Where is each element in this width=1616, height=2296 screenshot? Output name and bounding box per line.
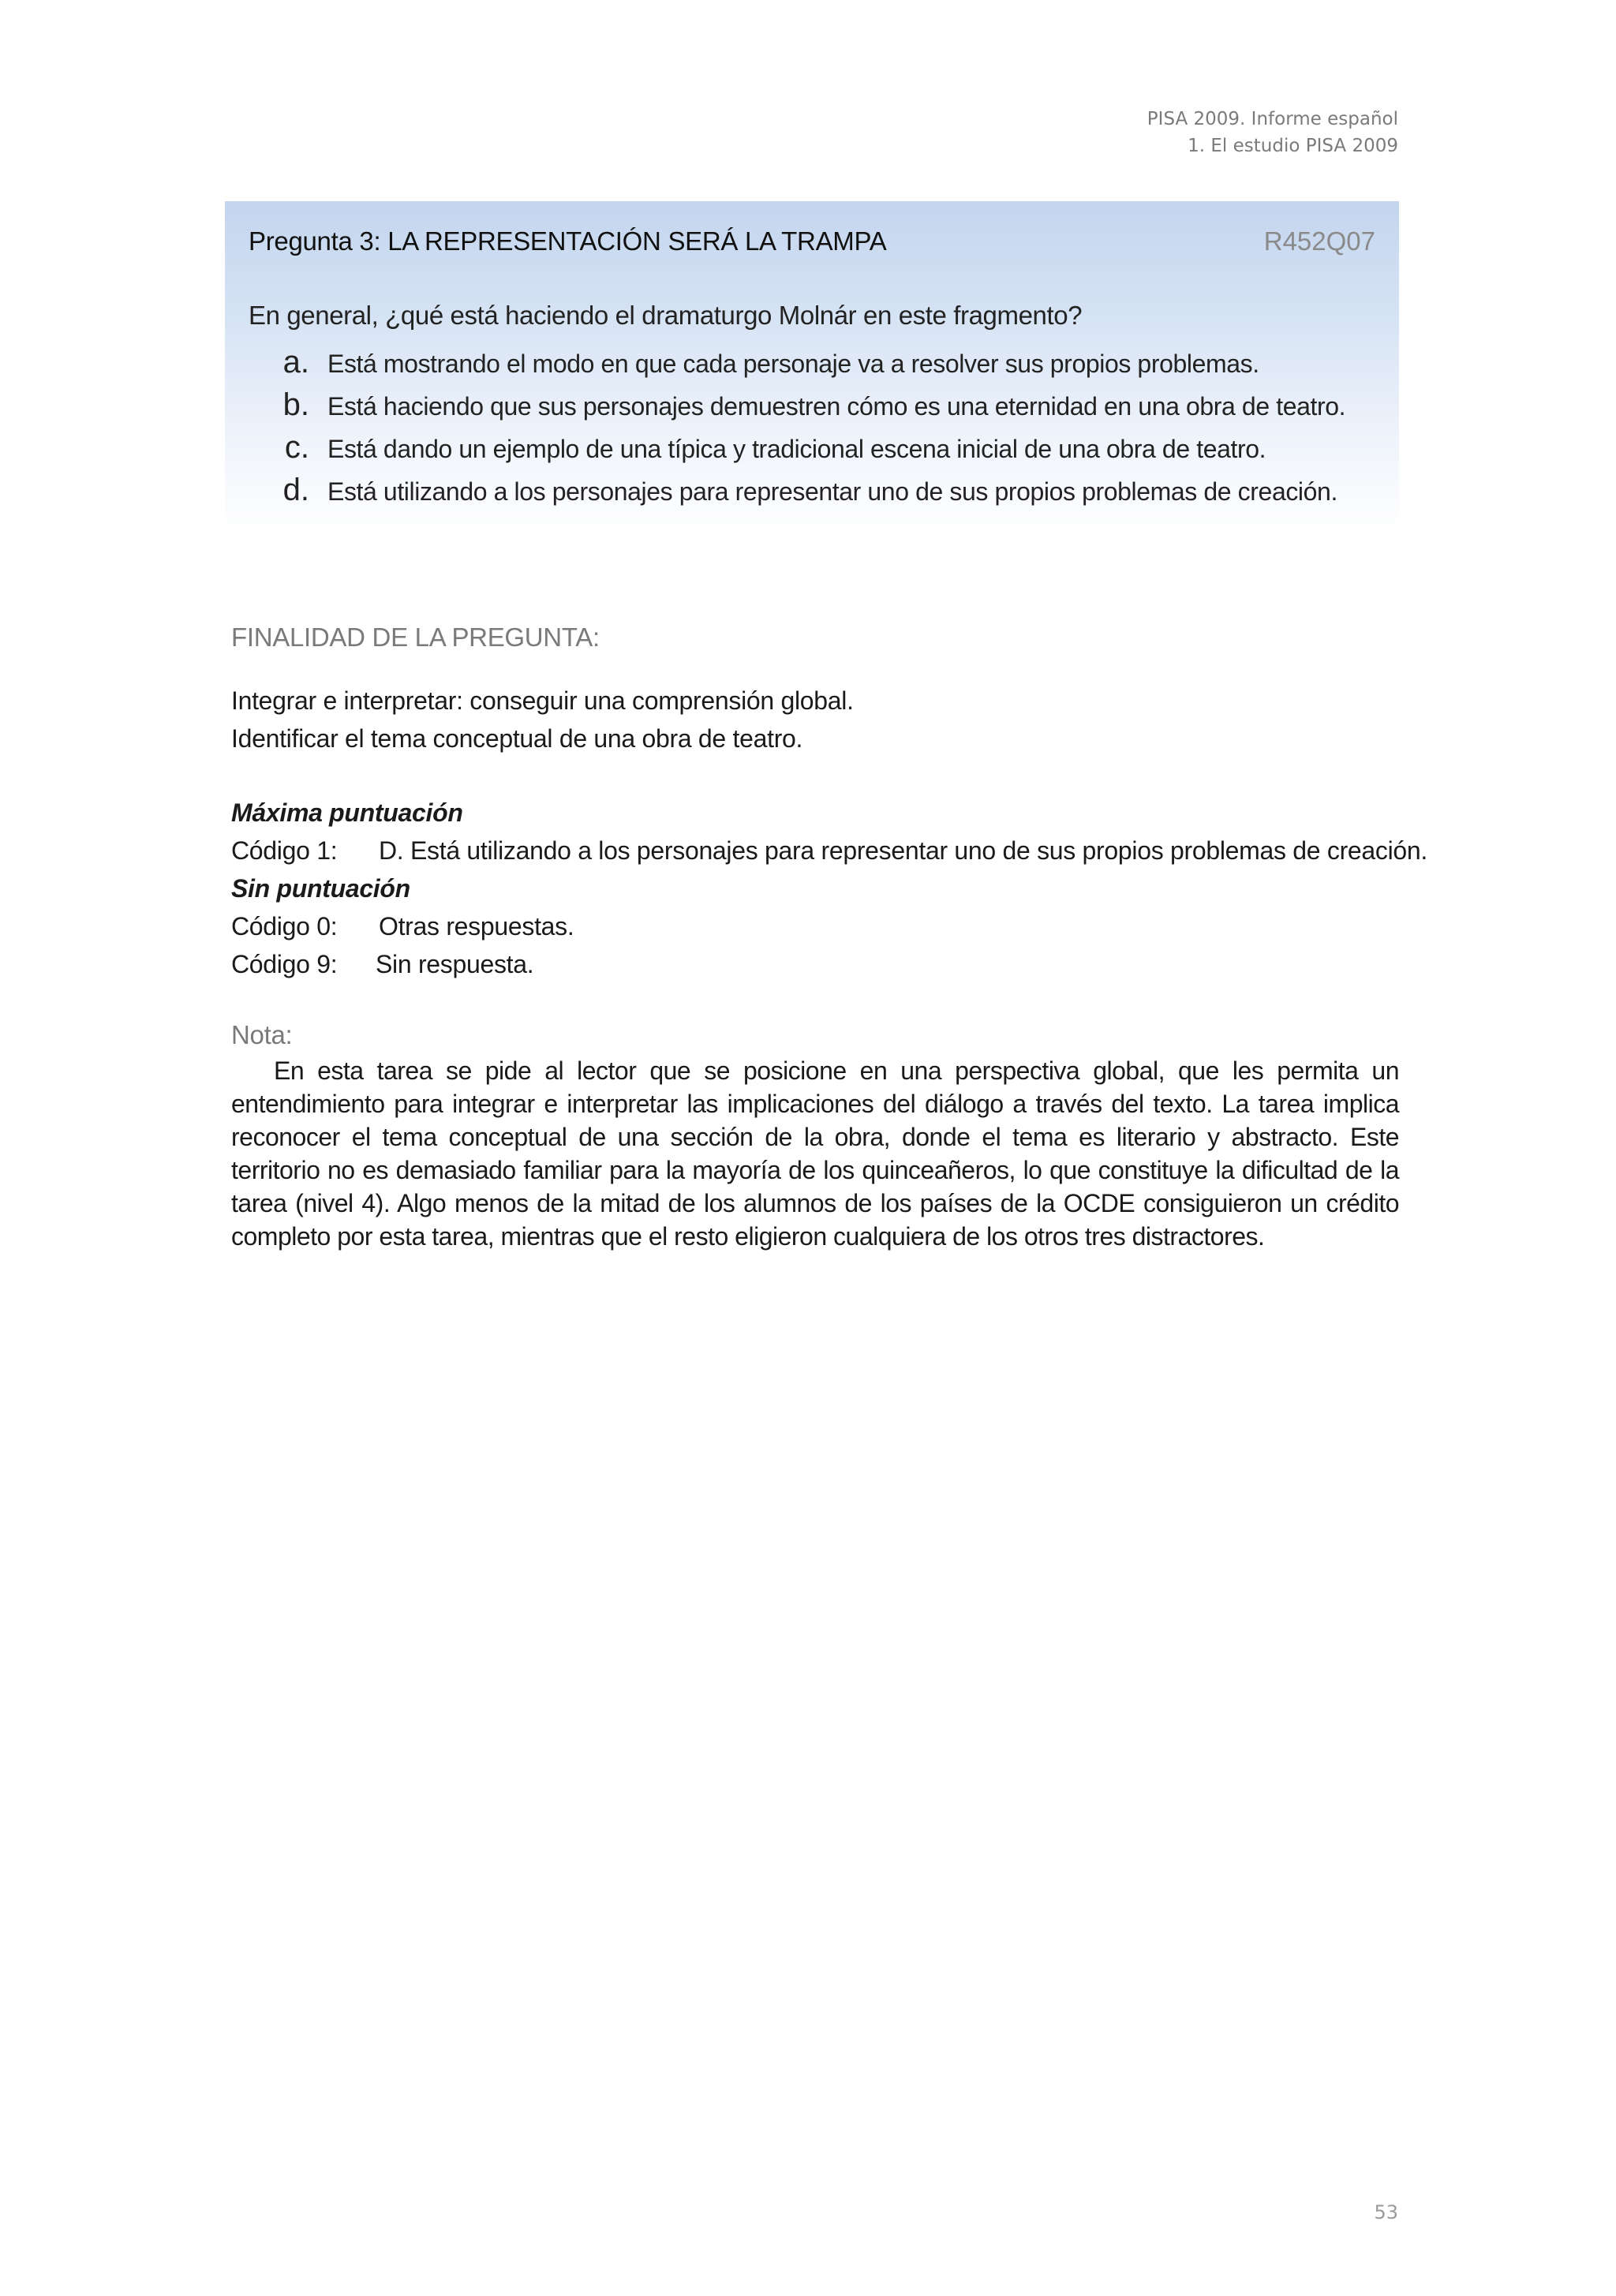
option-text: Está dando un ejemplo de una típica y tradicional escena inicial de una obra de teatro. — [327, 435, 1266, 463]
header-report-title: PISA 2009. Informe español — [1147, 109, 1398, 129]
option-b — [249, 387, 1377, 430]
option-c — [249, 430, 1377, 473]
question-code: R452Q07 — [1263, 226, 1375, 256]
purpose-line: Integrar e interpretar: conseguir una comprensión global. — [231, 686, 854, 715]
question-text: En general, ¿qué está haciendo el dramaturgo Molnár en este fragmento? — [249, 301, 1083, 330]
option-letter: b. — [282, 387, 309, 422]
purpose-label: FINALIDAD DE LA PREGUNTA: — [231, 623, 600, 652]
code-label: Código 1: — [231, 836, 338, 865]
no-credit-heading: Sin puntuación — [231, 874, 410, 903]
question-box — [225, 201, 1399, 533]
option-letter: d. — [282, 473, 309, 507]
full-credit-heading: Máxima puntuación — [231, 798, 463, 827]
code-text: Otras respuestas. — [379, 912, 574, 940]
option-letter: a. — [282, 345, 309, 380]
answer-options — [249, 345, 1377, 515]
code-1-row — [231, 832, 1428, 869]
question-title: Pregunta 3: LA REPRESENTACIÓN SERÁ LA TRAMPA — [249, 226, 887, 256]
option-text: Está haciendo que sus personajes demuestren cómo es una eternidad en una obra de teatro. — [327, 392, 1346, 421]
note-paragraph: En esta tarea se pide al lector que se posicione en una perspectiva global, que les permita un entendimiento para integrar e interpretar las implicaciones del diálogo a través del texto. La tarea implica reconocer el tema conceptual de una sección de la obra, donde el tema es literario y abstracto. Este territorio no es demasiado familiar para la mayoría de los quinceañeros, lo que constituye la dificultad de la tarea (nivel 4). Algo menos de la mitad de los alumnos de los países de la OCDE consiguieron un crédito completo por esta tarea, mientras que el resto eligieron cualquiera de los otros tres distractores. — [231, 1056, 1399, 1251]
header-chapter-title: 1. El estudio PISA 2009 — [1188, 136, 1398, 156]
note-label: Nota: — [231, 1020, 293, 1049]
code-text: D. Está utilizando a los personajes para representar uno de sus propios problemas de creación. — [379, 836, 1428, 865]
main-content — [231, 619, 1428, 1253]
page-header — [1147, 106, 1398, 159]
option-text: Está utilizando a los personajes para representar uno de sus propios problemas de creación. — [327, 477, 1337, 506]
code-label: Código 9: — [231, 950, 338, 978]
option-text: Está mostrando el modo en que cada personaje va a resolver sus propios problemas. — [327, 350, 1259, 378]
code-text: Sin respuesta. — [376, 950, 534, 978]
page-number: 53 — [1374, 2201, 1398, 2223]
purpose-line: Identificar el tema conceptual de una obra de teatro. — [231, 724, 803, 753]
option-letter: c. — [284, 430, 309, 465]
code-9-row — [231, 945, 1399, 983]
option-a — [249, 345, 1377, 387]
code-0-row — [231, 907, 1399, 945]
code-label: Código 0: — [231, 912, 338, 940]
option-d — [249, 473, 1377, 515]
